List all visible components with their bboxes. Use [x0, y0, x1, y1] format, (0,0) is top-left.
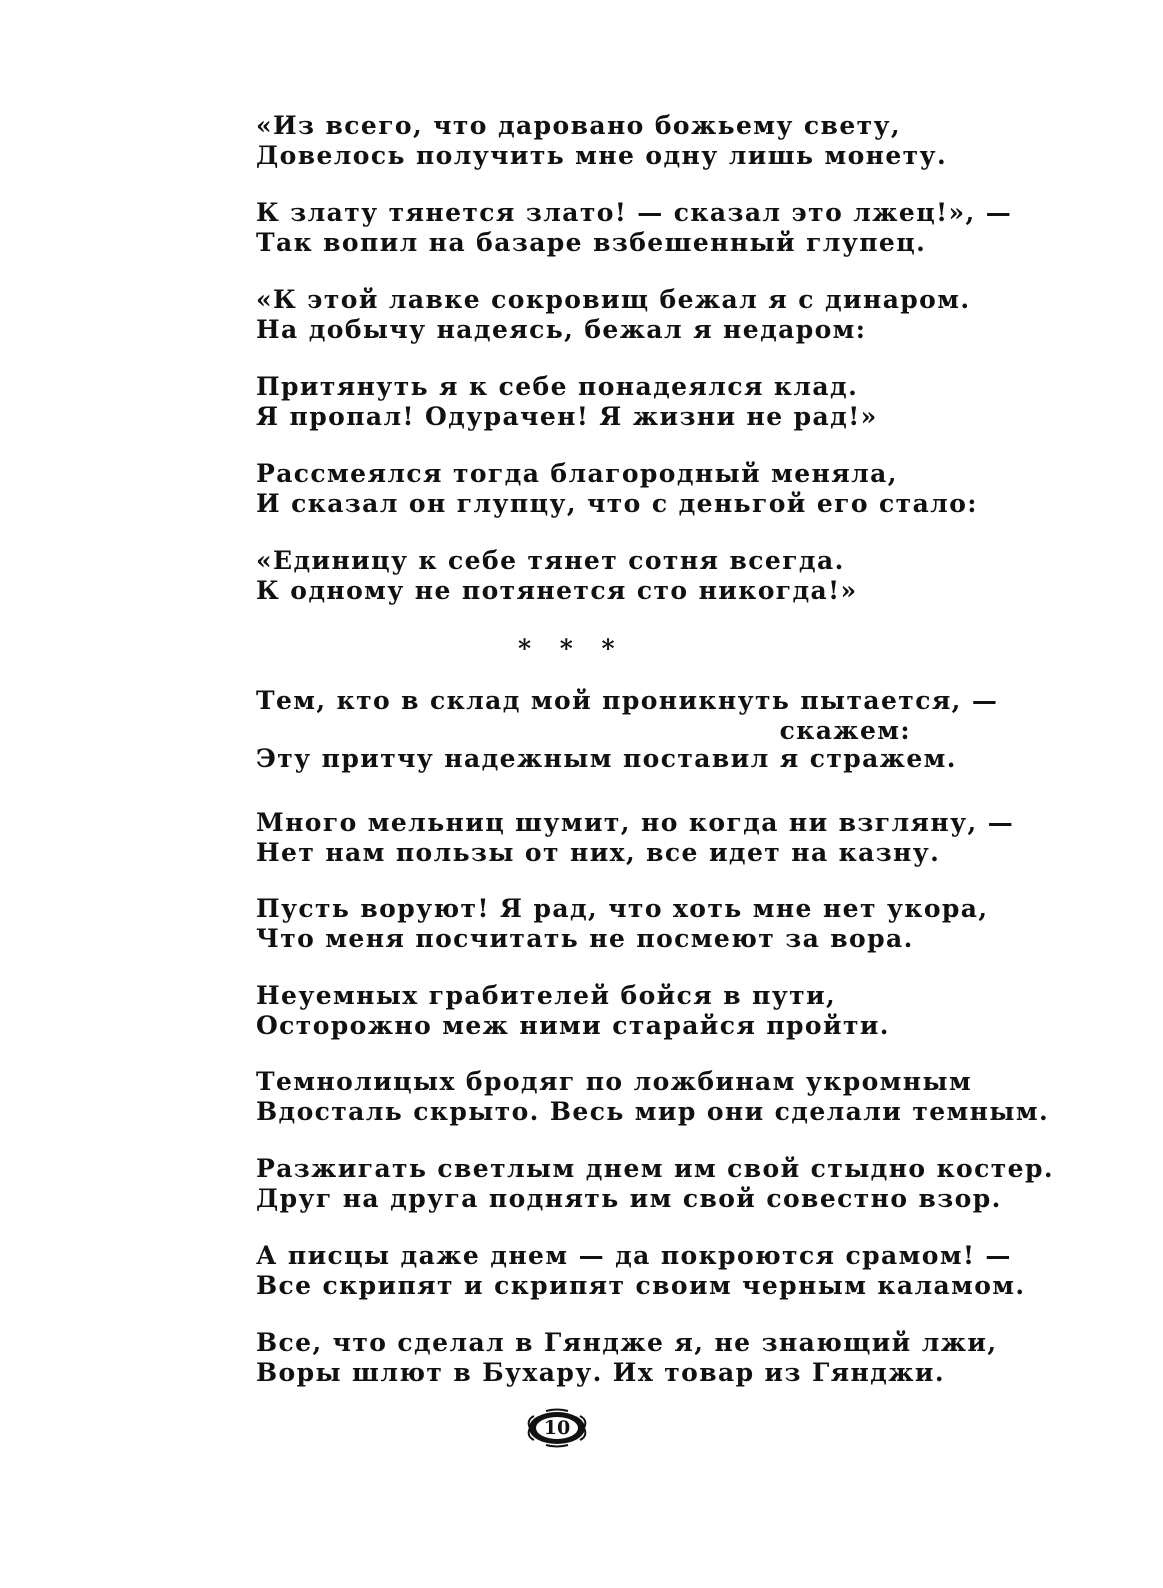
- poem-line: Друг на друга поднять им свой совестно взор.: [256, 1184, 1002, 1213]
- poem-line: Вдосталь скрыто. Весь мир они сделали темным.: [256, 1097, 1050, 1126]
- poem-line: Осторожно меж ними старайся пройти.: [256, 1011, 890, 1040]
- poem-line: Все, что сделал в Гяндже я, не знающий лжи,: [256, 1328, 998, 1357]
- poem-line: «Единицу к себе тянет сотня всегда.: [256, 546, 845, 575]
- stanza-separator: * * *: [518, 634, 625, 663]
- poem-line: Воры шлют в Бухару. Их товар из Гянджи.: [256, 1358, 945, 1387]
- poem-line: Много мельниц шумит, но когда ни взгляну, —: [256, 808, 1015, 837]
- poem-line: И сказал он глупцу, что с деньгой его стало:: [256, 489, 978, 518]
- page-number: 10: [543, 1417, 571, 1439]
- poem-line: На добычу надеясь, бежал я недаром:: [256, 315, 867, 344]
- poem-line: Довелось получить мне одну лишь монету.: [256, 141, 948, 170]
- poem-line: Пусть воруют! Я рад, что хоть мне нет укора,: [256, 894, 989, 923]
- poem-line: «К этой лавке сокровищ бежал я с динаром.: [256, 285, 971, 314]
- poem-line: Так вопил на базаре взбешенный глупец.: [256, 228, 927, 257]
- poem-line: Притянуть я к себе понадеялся клад.: [256, 372, 859, 401]
- poem-line: Я пропал! Одурачен! Я жизни не рад!»: [256, 402, 878, 431]
- page-number-ornament: [526, 1408, 588, 1448]
- poem-line: Нет нам пользы от них, все идет на казну.: [256, 838, 941, 867]
- poem-line: Эту притчу надежным поставил я стражем.: [256, 744, 957, 773]
- poem-line: Рассмеялся тогда благородный меняла,: [256, 459, 898, 488]
- poem-line: «Из всего, что даровано божьему свету,: [256, 111, 902, 140]
- poem-line: Темнолицых бродяг по ложбинам укромным: [256, 1067, 973, 1096]
- poem-line: Что меня посчитать не посмеют за вора.: [256, 924, 914, 953]
- poem-line: Тем, кто в склад мой проникнуть пытается, —: [256, 686, 999, 715]
- poem-line: К злату тянется злато! — сказал это лжец!», —: [256, 198, 1013, 227]
- poem-line-continuation: скажем:: [779, 716, 911, 745]
- poem-line: А писцы даже днем — да покроются срамом! —: [256, 1241, 1012, 1270]
- poem-line: Разжигать светлым днем им свой стыдно костер.: [256, 1154, 1054, 1183]
- poem-line: Все скрипят и скрипят своим черным каламом.: [256, 1271, 1026, 1300]
- poem-line: Неуемных грабителей бойся в пути,: [256, 981, 837, 1010]
- poem-line: К одному не потянется сто никогда!»: [256, 576, 858, 605]
